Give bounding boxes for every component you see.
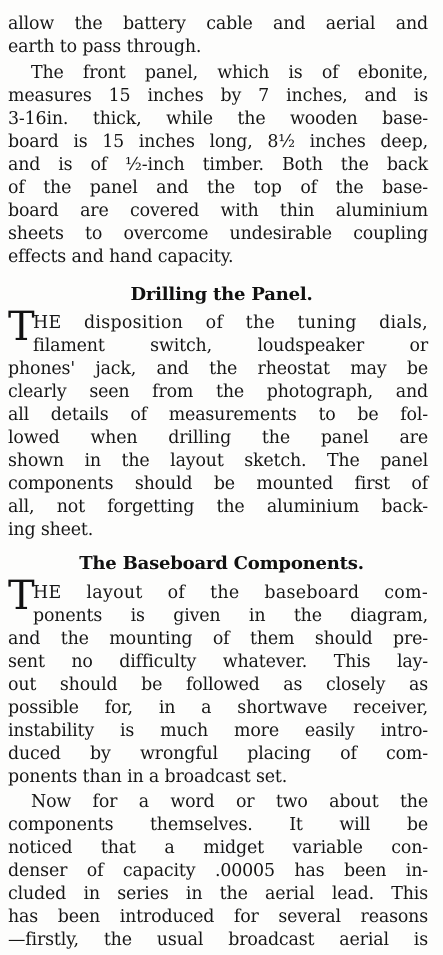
body-line: components should be mounted first of xyxy=(8,474,428,494)
body-line: HE disposition of the tuning dials, xyxy=(33,313,428,333)
body-line: out should be followed as closely as xyxy=(8,675,428,695)
body-line: and the mounting of them should pre- xyxy=(8,629,428,649)
body-line: —firstly, the usual broadcast aerial is xyxy=(8,930,428,950)
body-line: instability is much more easily intro- xyxy=(8,721,428,741)
body-line: all details of measurements to be fol- xyxy=(8,405,428,425)
body-line: filament switch, loudspeaker or xyxy=(33,336,428,356)
body-line: phones' jack, and the rheostat may be xyxy=(8,359,428,379)
body-line: HE layout of the baseboard com- xyxy=(33,583,428,603)
body-line: lowed when drilling the panel are xyxy=(8,428,428,448)
body-line: and is of ½-inch timber. Both the back xyxy=(8,155,428,175)
body-line: sent no difficulty whatever. This lay- xyxy=(8,652,428,672)
body-line: noticed that a midget variable con- xyxy=(8,838,428,858)
body-line: ponents than in a broadcast set. xyxy=(8,767,288,787)
body-line: cluded in series in the aerial lead. This xyxy=(8,884,428,904)
body-line: sheets to overcome undesirable coupling xyxy=(8,224,428,244)
body-line: duced by wrongful placing of com- xyxy=(8,744,428,764)
body-line: components themselves. It will be xyxy=(8,815,428,835)
body-line: all, not forgetting the aluminium back- xyxy=(8,497,428,517)
body-line: measures 15 inches by 7 inches, and is xyxy=(8,86,428,106)
body-line: effects and hand capacity. xyxy=(8,247,234,267)
section-heading-baseboard: The Baseboard Components. xyxy=(79,553,364,574)
body-line: denser of capacity .00005 has been in- xyxy=(8,861,428,881)
body-line: ponents is given in the diagram, xyxy=(33,606,428,626)
body-line: board are covered with thin aluminium xyxy=(8,201,428,221)
body-line: board is 15 inches long, 8½ inches deep, xyxy=(8,132,428,152)
body-line: shown in the layout sketch. The panel xyxy=(8,451,428,471)
body-line: Now for a word or two about the xyxy=(31,792,428,812)
section-heading-drilling: Drilling the Panel. xyxy=(130,284,313,305)
body-line: possible for, in a shortwave receiver, xyxy=(8,698,428,718)
body-line: earth to pass through. xyxy=(8,37,202,57)
body-line: allow the battery cable and aerial and xyxy=(8,14,428,34)
body-line: The front panel, which is of ebonite, xyxy=(31,63,428,83)
drop-cap: T xyxy=(8,573,35,619)
drop-cap: T xyxy=(8,304,35,350)
body-line: clearly seen from the photograph, and xyxy=(8,382,428,402)
body-line: of the panel and the top of the base- xyxy=(8,178,428,198)
body-line: ing sheet. xyxy=(8,520,94,540)
body-line: has been introduced for several reasons xyxy=(8,907,428,927)
body-line: 3-16in. thick, while the wooden base- xyxy=(8,109,428,129)
